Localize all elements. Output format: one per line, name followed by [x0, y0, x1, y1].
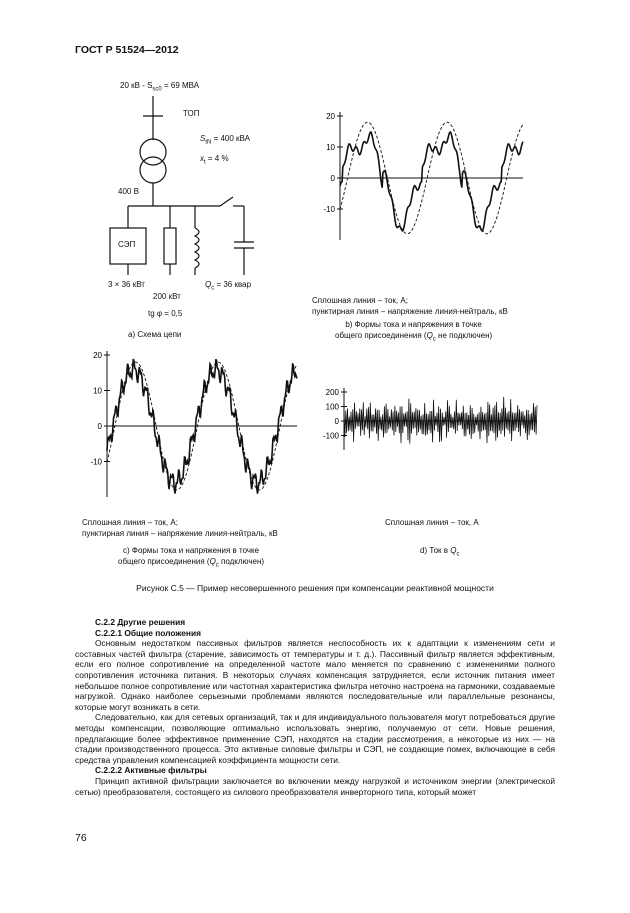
legend-b: Сплошная линия – ток, А; пунктирная линия – напряжение линия-нейтраль, кВ: [312, 296, 508, 316]
capacitor-switch: [220, 197, 233, 206]
figure-caption: Рисунок С.5 — Пример несовершенного решения при компенсации реактивной мощности: [136, 583, 494, 593]
legend-c: Сплошная линия – ток, А; пунктирная линия – напряжение линия-нейтраль, кВ: [82, 518, 278, 538]
load-sep-rating: 3 × 36 кВт: [108, 280, 145, 289]
caption-d: d) Ток в $Q_c$: [420, 546, 460, 558]
heading-c222: С.2.2.2 Активные фильтры: [95, 765, 207, 776]
transformer-rating: $S_{tN} = 400$ кВА: [200, 134, 250, 146]
y-tick-label: 10: [93, 386, 102, 396]
y-tick-label: 20: [93, 351, 102, 360]
caption-b: b) Формы тока и напряжения в точке общего присоединения ($Q_c$ не подключен): [335, 320, 493, 343]
heading-c221: С.2.2.1 Общие положения: [95, 627, 201, 638]
chart-c: [82, 347, 302, 507]
paragraph-2: Следовательно, как для сетевых организаций, так и для индивидуального пользователя могут потребоваться другие методы компенсации, позволяющие оптимально использовать энергию, получаемую от сети. Новые решения, предлагающие более эффективное применение СЭП, находятся на стадии рассмотрения, а некоторые из них — на стадии производственного процесса. Это активные силовые фильтры и СЭП, не создающие помех, включающие в себя средства управления компенсацией коэффициента мощности сети.: [75, 712, 555, 765]
legend-d: Сплошная линия – ток, А: [385, 518, 479, 527]
y-tick-label: 0: [334, 417, 339, 426]
y-tick-label: 100: [325, 402, 339, 412]
y-tick-label: 0: [97, 422, 102, 431]
top-label: ТОП: [183, 109, 200, 118]
chart-d: [322, 386, 542, 466]
y-tick-label: -100: [322, 431, 339, 441]
sep-label: СЭП: [118, 240, 136, 249]
load-linear-rating: 200 кВт: [153, 292, 181, 301]
bus-voltage: 400 В: [118, 187, 139, 196]
transformer-reactance: $x_t = 4$ %: [200, 154, 229, 166]
current-series: [344, 397, 537, 444]
page-number: 76: [75, 832, 87, 844]
resistor: [164, 228, 176, 264]
y-tick-label: -10: [90, 457, 102, 467]
supply-label: 20 кВ - $S_{sc0} = 69$ МВА: [120, 81, 200, 93]
heading-c22: С.2.2 Другие решения: [95, 617, 186, 627]
y-tick-label: -10: [323, 205, 335, 214]
y-tick-label: 20: [326, 112, 335, 121]
capacitor-rating: $Q_c = 36$ квар: [205, 280, 252, 292]
paragraph-3: Принцип активной фильтрации заключается во включении между нагрузкой и источником энергии (электрической сетью) преобразователя, состоящего из силового преобразователя инверторного типа, который может: [75, 775, 555, 797]
y-tick-label: 10: [326, 143, 335, 152]
body-text: [75, 617, 555, 797]
caption-c: c) Формы тока и напряжения в точке общего присоединения ($Q_c$ подключен): [118, 546, 265, 569]
caption-a: а) Схема цепи: [128, 330, 182, 339]
paragraph-1: Основным недостатком пассивных фильтров является неспособность их к адаптации к изменениям сети и составных частей фильтра (старение, зависимость от температуры и т. д.). Пассивный фильтр является эффективным, если его полное сопротивление на определенной частоте мало меняется по сравнению с изменениями полного сопротивления источника питания. В некоторых случаях компенсация затрудняется, если источник питания имеет небольшое полное сопротивление или частотная характеристика фильтра неточно настроена на гармоники, создаваемые нагрузкой. Однако наиболее серьезными проблемами являются последовательные или параллельные резонансы, которые могут возникать в сети.: [75, 638, 555, 712]
chart-b: [318, 108, 530, 263]
document-header: ГОСТ Р 51524—2012: [75, 44, 179, 56]
tg-phi: tg φ = 0,5: [148, 309, 183, 318]
inductor: [195, 228, 199, 268]
transformer-secondary-coil: [140, 157, 166, 183]
y-tick-label: 200: [325, 388, 339, 397]
current-series: [340, 132, 523, 231]
y-tick-label: 0: [330, 174, 335, 183]
